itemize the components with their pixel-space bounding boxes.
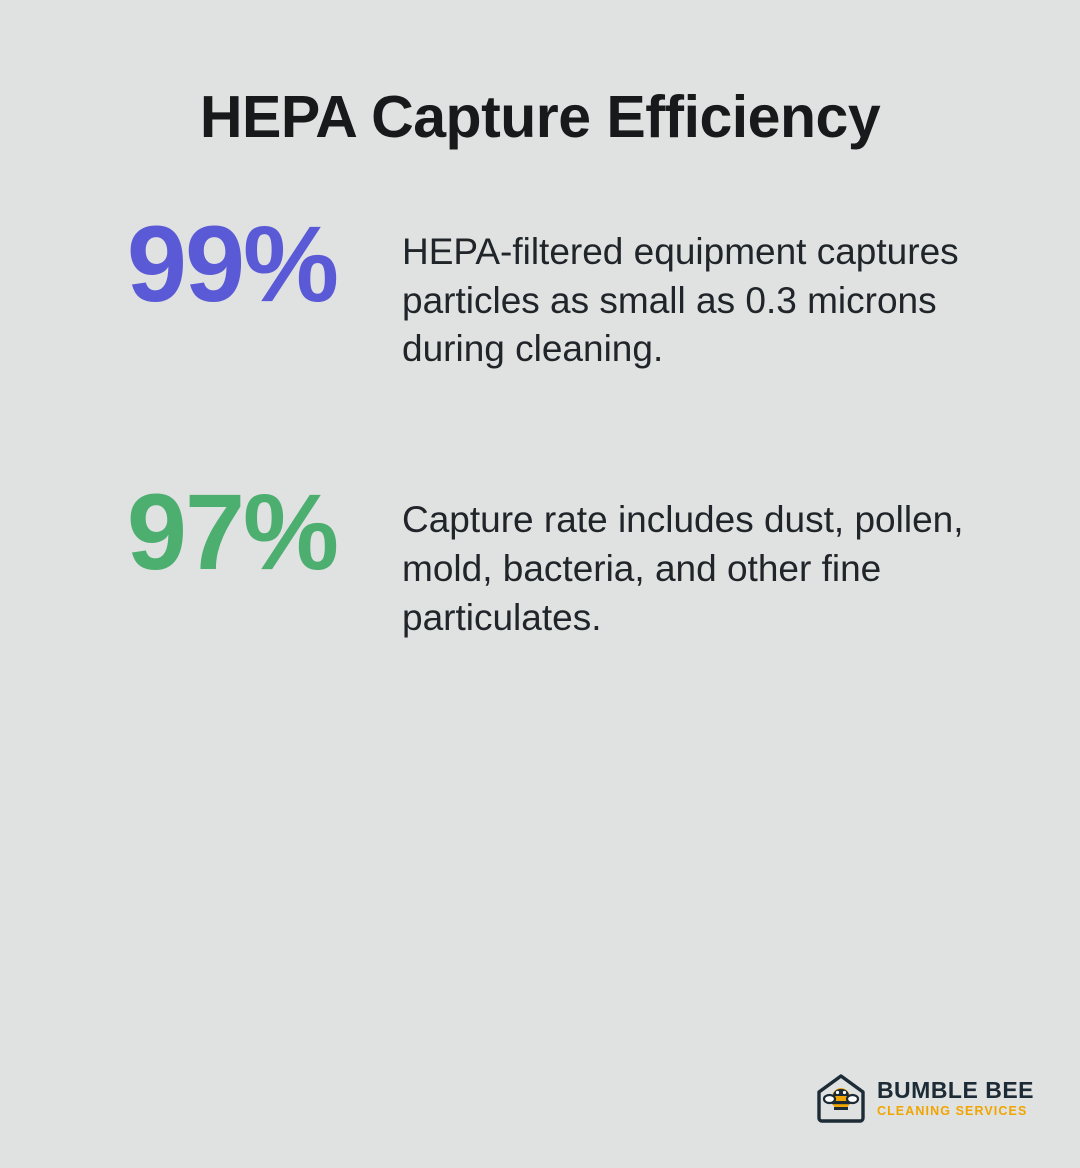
brand-logo-text — [876, 1076, 1034, 1118]
stat-value: 99% — [126, 202, 338, 324]
bee-house-icon — [815, 1072, 867, 1124]
stat-description: Capture rate includes dust, pollen, mold, bacteria, and other fine particulates. — [402, 499, 964, 638]
brand-tagline: CLEANING SERVICES — [876, 1103, 1028, 1118]
brand-name: BUMBLE BEE — [876, 1076, 1034, 1103]
page-title: HEPA Capture Efficiency — [199, 84, 881, 150]
stat-row — [62, 202, 1018, 374]
stat-description: HEPA-filtered equipment captures particles as small as 0.3 microns during cleaning. — [402, 230, 959, 370]
stat-row — [62, 471, 1018, 642]
brand-logo — [815, 1072, 1034, 1124]
stat-value: 97% — [126, 471, 338, 593]
